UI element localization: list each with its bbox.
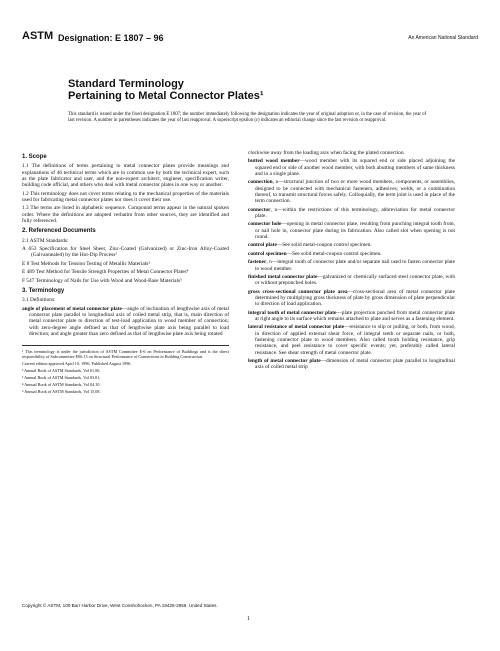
definition-term: control plate (248, 242, 277, 249)
definition-text: —See solid metal-coupon control specimen. (286, 250, 382, 257)
definition-term: connector (248, 206, 271, 213)
right-column (248, 150, 455, 590)
definition-connection (248, 179, 455, 204)
title-line-2: Pertaining to Metal Connector Plates¹ (68, 90, 264, 102)
footnote: Current edition approved April 10, 1996. Published August 1996. (22, 361, 132, 367)
definition-lateral-resistance (248, 324, 455, 356)
ref-e8: E 8 Test Methods for Tension Testing of Metallic Materials³ (22, 260, 150, 267)
definition-text: —See solid metal-coupon control specimen. (276, 242, 372, 249)
definitions-label: 3.1 Definitions: (22, 297, 56, 304)
definition-term: connector hole (248, 221, 282, 228)
definition-text: —wood member with its squared end or side placed adjoining the squared end or side of another wood member, with both abutting members of same thickness and in a single plane. (255, 158, 455, 178)
footnote: ² Annual Book of ASTM Standards, Vol 01.06. (22, 368, 101, 374)
definition-term: finished metal connector plate (248, 273, 318, 280)
footnote: ¹ This terminology is under the jurisdiction of ASTM Committee E-6 on Performance of Buildings and is the direct responsibility of Subcommittee E06.13 on Structural Performance of Connections in Building Construction. (22, 349, 229, 360)
terminology-heading: 3. Terminology (22, 287, 65, 294)
definition-continuation: clockwise away from the loading axis when facing the plated connection. (248, 150, 405, 156)
copyright-footer: Copyright © ASTM, 100 Barr Harbor Drive, West Conshohocken, PA 19428-2959, United States. (22, 603, 218, 608)
definition-term: control specimen (248, 250, 287, 257)
definition-text: —cross-sectional area of metal connector plate determined by multiplying gross thickness of plate by gross dimension of plate perpendicular to direction of load application. (255, 288, 455, 308)
definition-term: butted wood member (248, 158, 300, 165)
footnote: ⁵ Annual Book of ASTM Standards, Vol 15.08. (22, 389, 101, 395)
definition-text: —dimension of metal connector plate parallel to longitudinal axis of coiled metal strip (255, 357, 455, 371)
definition-integral-tooth (248, 310, 455, 323)
definition-text: , n—within the restrictions of this terminology, abbreviation for metal connector plate. (255, 206, 455, 220)
definition-gross-cross-sectional-area (248, 289, 455, 308)
definition-term: gross cross-sectional connector plate area (248, 288, 348, 295)
definition-finished-metal-connector-plate (248, 274, 455, 287)
definition-term: length of metal connector plate (248, 357, 321, 364)
ref-e489: E 489 Test Method for Tensile Strength Properties of Metal Connector Plates⁴ (22, 269, 189, 276)
astm-standards-label: 2.1 ASTM Standards: (22, 237, 69, 244)
scope-heading: 1. Scope (22, 154, 47, 160)
ref-f547: F 547 Terminology of Nails for Use with Wood and Wood-Base Materials⁵ (22, 277, 182, 284)
definition-term: fastener (248, 259, 267, 266)
scope-1-1: 1.1 The definitions of terms pertaining to metal connector plates provide meanings and explanations of 46 technical terms which are in common use by both the technical expert, such as the plate fabricator and user, and the non-expert architect, engineer, specification writer, building code official, and others who deal with metal connector plates in one way or another. (22, 163, 229, 189)
definition-text: —plate projection punched from metal connector plate at right angle to its surface which remains attached to plate and serves as a fastening element. (255, 309, 455, 322)
definition-text: , n—integral tooth of connector plate and/or separate nail used to fasten connector plate to wood member. (255, 259, 455, 272)
standard-note: This standard is issued under the fixed designation E 1807; the number immediately following the designation indicates the year of original adoption or, in the case of revision, the year of last revision. A number in parentheses indicates the year of last reapproval. A superscript epsilon (ε) indicates an editorial change since the last revision or reapproval. (68, 112, 427, 123)
astm-logo: ASTM (22, 30, 54, 42)
definition-control-specimen (248, 251, 455, 257)
scope-1-3: 1.3 The terms are listed in alphabetic sequence. Compound terms appear in the natural spoken order. Where the definitions are adopted verbatim from other sources, they are identified and fully referenced. (22, 205, 229, 225)
definition-text: —angle of inclination of lengthwise axis of metal connector plate parallel to longitudinal axis of coiled metal strip, that is, main direction of metal connector plate to direction of test-load application to wood member of connection; with zero-degree angle defined as that of lengthwise plate axis being parallel to load direction; and angle greater than zero defined as that of lengthwise plate axis being rotated (29, 305, 229, 337)
title-line-1: Standard Terminology (68, 78, 184, 90)
footnotes (22, 345, 229, 394)
definition-term: angle of placement of metal connector plate (22, 305, 122, 312)
definition-term: lateral resistance of metal connector plate (248, 324, 345, 331)
ref-a653: A 653 Specification for Steel Sheet, Zinc-Coated (Galvanized) or Zinc-Iron Alloy-Coated (Galvannealed) by the Hot-Dip Process² (22, 246, 229, 259)
definition-text: —opening in metal connector plate, resulting from punching integral tooth from, or nail hole in, connector plate during its fabrication. Also called slot when opening is not round. (255, 221, 455, 241)
ans-label: An American National Standard (408, 35, 478, 41)
designation: Designation: E 1807 – 96 (58, 33, 164, 43)
document-title (68, 78, 264, 102)
footnote: ³ Annual Book of ASTM Standards, Vol 03.01. (22, 375, 101, 381)
definition-text: —resistance to slip or pulling, or both, from wood, in direction of applied external shear force, of integral teeth or separate nails, or both, fastening connector plate to wood members. Also called tooth holding resistance, grip resistance, and peel resistance to cover specific events; yet, preferably called lateral resistance. See shear strength of metal connector plate. (255, 324, 455, 356)
definition-term: integral tooth of metal connector plate (248, 309, 337, 316)
left-column (22, 150, 229, 590)
definition-text: —galvanized or chemically surfaced steel connector plate, with or without prepunched holes. (255, 273, 455, 287)
page-header (22, 30, 478, 50)
definition-connector-hole (248, 221, 455, 240)
definition-length-of-plate (248, 358, 455, 371)
definition-fastener (248, 259, 455, 272)
definition-butted-wood-member (248, 158, 455, 177)
definition-text: , n—structural junction of two or more wood members, components, or assemblies, designed to be connected with mechanical fasteners, adhesives, welds, or a combination thereof, to transmit structural forces safely. Colloquially, the term joint is used in place of the term connection. (255, 179, 455, 205)
referenced-documents-heading: 2. Referenced Documents (22, 228, 96, 235)
definition-term: connection (248, 179, 273, 186)
definition-connector (248, 207, 455, 220)
page-number: 1 (247, 616, 250, 622)
footnote: ⁴ Annual Book of ASTM Standards, Vol 04.10. (22, 382, 101, 388)
scope-1-2: 1.2 This terminology does not cover terms relating to the mechanical properties of the materials used for fabricating metal connector plates nor does it cover their use. (22, 190, 229, 204)
definition-angle-of-placement (22, 306, 229, 338)
definition-control-plate (248, 242, 455, 248)
